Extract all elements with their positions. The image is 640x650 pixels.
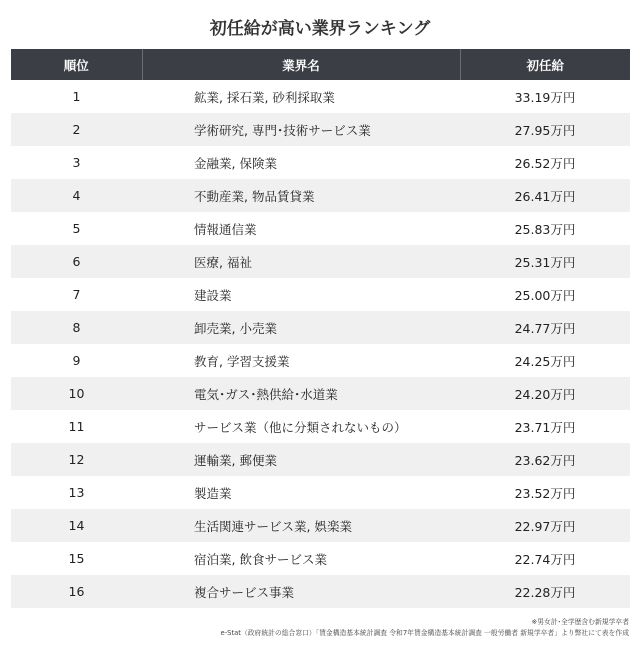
rank-cell: 3 (11, 146, 142, 179)
rank-cell: 16 (11, 575, 142, 608)
rank-cell: 5 (11, 212, 142, 245)
page-title: 初任給が高い業界ランキング (209, 19, 431, 39)
industry-cell: 教育, 学習支援業 (142, 344, 460, 377)
salary-cell: 22.97万円 (460, 509, 630, 542)
industry-cell: 医療, 福祉 (142, 245, 460, 278)
industry-cell: 情報通信業 (142, 212, 460, 245)
salary-cell: 27.95万円 (460, 113, 630, 146)
table-row (11, 146, 630, 179)
table-row (11, 443, 630, 476)
salary-cell: 25.00万円 (460, 278, 630, 311)
rank-cell: 14 (11, 509, 142, 542)
footnote-line: ※男女計･全学歴含む新規学卒者 (531, 618, 629, 626)
table-row (11, 212, 630, 245)
rank-cell: 7 (11, 278, 142, 311)
industry-cell: 宿泊業, 飲食サービス業 (142, 542, 460, 575)
industry-cell: 不動産業, 物品賃貸業 (142, 179, 460, 212)
rank-cell: 10 (11, 377, 142, 410)
rank-cell: 8 (11, 311, 142, 344)
industry-cell: 金融業, 保険業 (142, 146, 460, 179)
salary-cell: 24.20万円 (460, 377, 630, 410)
table-header-row (11, 49, 630, 80)
salary-cell: 23.71万円 (460, 410, 630, 443)
ranking-table (11, 49, 630, 608)
table-row (11, 245, 630, 278)
industry-cell: 学術研究, 専門･技術サービス業 (142, 113, 460, 146)
rank-cell: 4 (11, 179, 142, 212)
rank-cell: 12 (11, 443, 142, 476)
table-row (11, 410, 630, 443)
table-row (11, 476, 630, 509)
header-industry: 業界名 (142, 49, 460, 80)
table-row (11, 344, 630, 377)
table-row (11, 509, 630, 542)
source-note (221, 617, 629, 639)
salary-cell: 26.52万円 (460, 146, 630, 179)
table-row (11, 311, 630, 344)
rank-cell: 2 (11, 113, 142, 146)
industry-cell: サービス業（他に分類されないもの） (142, 410, 460, 443)
salary-cell: 33.19万円 (460, 80, 630, 113)
table-row (11, 377, 630, 410)
industry-cell: 製造業 (142, 476, 460, 509)
salary-cell: 22.28万円 (460, 575, 630, 608)
industry-cell: 鉱業, 採石業, 砂利採取業 (142, 80, 460, 113)
table-row (11, 278, 630, 311)
salary-cell: 26.41万円 (460, 179, 630, 212)
table-row (11, 542, 630, 575)
salary-cell: 25.31万円 (460, 245, 630, 278)
industry-cell: 複合サービス事業 (142, 575, 460, 608)
footnote-line: e-Stat（政府統計の総合窓口）「賃金構造基本統計調査 令和7年賃金構造基本統計調査 一般労働者 新規学卒者」より弊社にて表を作成 (220, 629, 629, 637)
salary-cell: 23.52万円 (460, 476, 630, 509)
salary-cell: 24.77万円 (460, 311, 630, 344)
rank-cell: 1 (11, 80, 142, 113)
table-row (11, 179, 630, 212)
rank-cell: 15 (11, 542, 142, 575)
industry-cell: 卸売業, 小売業 (142, 311, 460, 344)
header-salary: 初任給 (460, 49, 630, 80)
industry-cell: 生活関連サービス業, 娯楽業 (142, 509, 460, 542)
header-rank: 順位 (11, 49, 142, 80)
table-body (11, 80, 630, 608)
rank-cell: 11 (11, 410, 142, 443)
rank-cell: 9 (11, 344, 142, 377)
industry-cell: 電気･ガス･熱供給･水道業 (142, 377, 460, 410)
table-row (11, 113, 630, 146)
salary-cell: 22.74万円 (460, 542, 630, 575)
rank-cell: 6 (11, 245, 142, 278)
table-row (11, 575, 630, 608)
rank-cell: 13 (11, 476, 142, 509)
salary-cell: 25.83万円 (460, 212, 630, 245)
industry-cell: 運輸業, 郵便業 (142, 443, 460, 476)
salary-cell: 24.25万円 (460, 344, 630, 377)
industry-cell: 建設業 (142, 278, 460, 311)
salary-cell: 23.62万円 (460, 443, 630, 476)
table-row (11, 80, 630, 113)
